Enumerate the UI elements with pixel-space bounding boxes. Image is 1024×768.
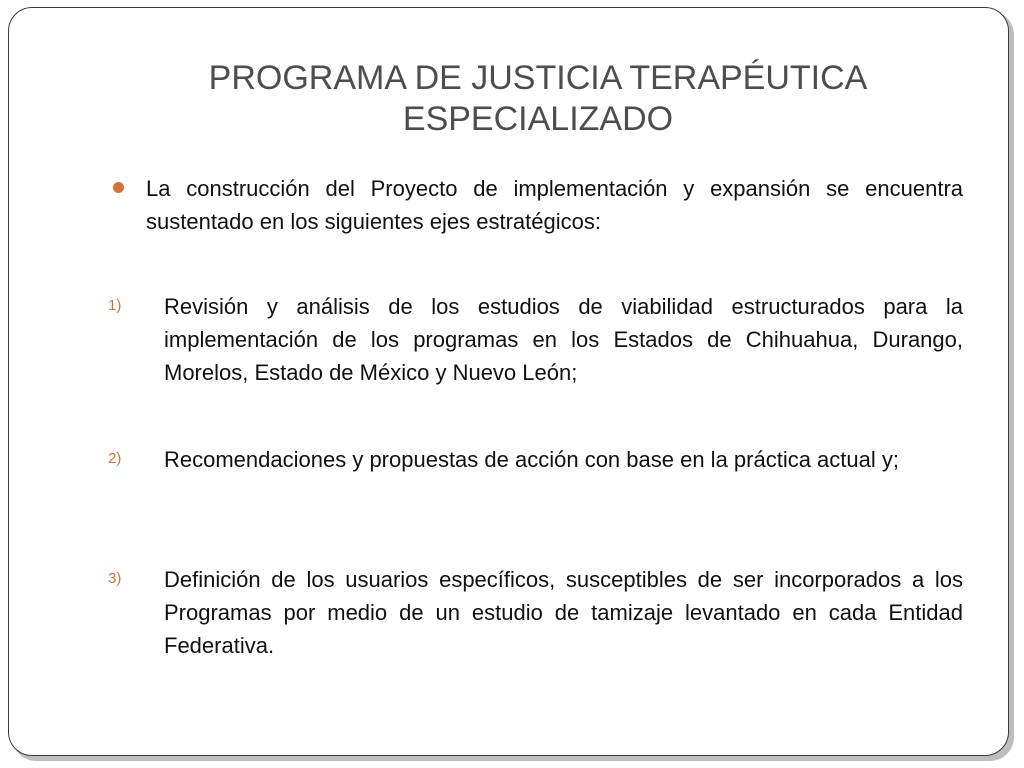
item-text: Revisión y análisis de los estudios de viabilidad estructurados para la implementación de los programas en los Estados de Chihuahua, Durango, Morelos, Estado de México y Nuevo León;	[164, 294, 963, 385]
numbered-item-3	[108, 563, 963, 662]
intro-bullet-text: La construcción del Proyecto de implementación y expansión se encuentra sustentado en los siguientes ejes estratégicos:	[146, 176, 963, 234]
slide-title: PROGRAMA DE JUSTICIA TERAPÉUTICA ESPECIALIZADO	[208, 59, 868, 138]
item-marker: 1)	[108, 297, 122, 314]
item-text: Definición de los usuarios específicos, susceptibles de ser incorporados a los Programas por medio de un estudio de tamizaje levantado en cada Entidad Federativa.	[164, 567, 963, 658]
item-marker: 2)	[108, 450, 122, 467]
numbered-item-1	[108, 290, 963, 389]
numbered-item-2	[108, 443, 963, 476]
intro-bullet	[113, 172, 963, 238]
item-marker: 3)	[108, 570, 122, 587]
bullet-dot-icon	[113, 182, 124, 193]
item-text: Recomendaciones y propuestas de acción con base en la práctica actual y;	[164, 447, 899, 472]
